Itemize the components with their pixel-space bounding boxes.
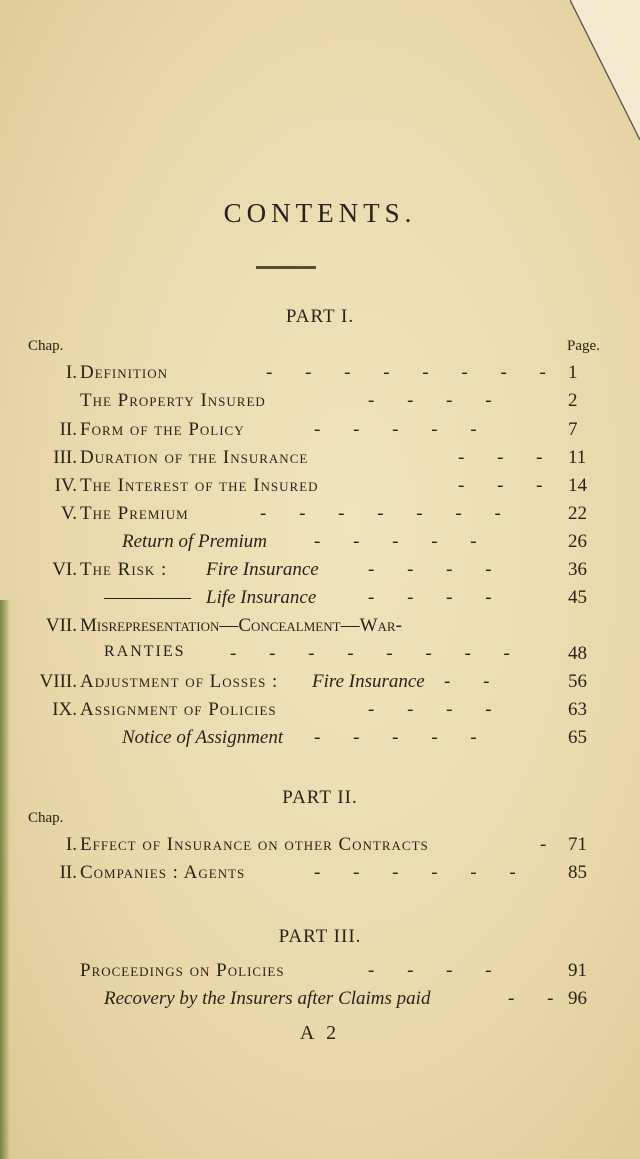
toc-entry[interactable]: III. Duration of the Insurance - - - 11 — [53, 447, 587, 468]
toc-entry[interactable]: II. Companies : Agents - - - - - - 85 — [59, 862, 587, 883]
toc-entry[interactable]: IV. The Interest of the Insured - - - 14 — [54, 475, 587, 496]
toc-entry[interactable]: Proceedings on Policies - - - - 91 — [80, 960, 587, 981]
part-2-heading: PART II. — [282, 787, 358, 808]
toc-entry[interactable]: I. Definition - - - - - - - - 1 — [65, 362, 578, 383]
contents-heading: CONTENTS. — [223, 198, 417, 228]
toc-entry[interactable]: Return of Premium - - - - - 26 — [122, 531, 587, 552]
toc-entry[interactable]: VII. Misrepresentation—Concealment—War- RANTIES - - - - - - - - 48 — [45, 615, 587, 664]
signature-mark: A 2 — [299, 1022, 341, 1044]
chap-label: Chap. — [28, 810, 64, 826]
toc-entry[interactable]: The Property Insured - - - - 2 — [80, 390, 578, 411]
part-3-heading: PART III. — [278, 926, 362, 947]
part-1-heading: PART I. — [285, 306, 355, 327]
toc-entry[interactable]: II. Form of the Policy - - - - - 7 — [59, 419, 578, 440]
toc-entry[interactable]: V. The Premium - - - - - - - 22 — [60, 503, 587, 524]
corner-fold — [570, 0, 640, 140]
toc-entry[interactable]: Recovery by the Insurers after Claims paid - - 96 — [104, 988, 587, 1009]
heading-rule — [256, 266, 316, 269]
toc-entry[interactable]: ————— Life Insurance - - - - 45 — [104, 587, 587, 608]
toc-entry[interactable]: I. Effect of Insurance on other Contracts - 71 — [65, 834, 587, 855]
toc-entry[interactable]: VI. The Risk : Fire Insurance - - - - 36 — [52, 559, 587, 580]
toc-entry[interactable]: IX. Assignment of Policies - - - - 63 — [52, 699, 587, 720]
toc-entry[interactable]: Notice of Assignment - - - - - 65 — [122, 727, 587, 748]
toc-entry[interactable]: VIII. Adjustment of Losses : Fire Insurance - - 56 — [39, 671, 587, 692]
chap-label: Chap. — [28, 338, 64, 354]
page-label: Page. — [567, 338, 600, 354]
